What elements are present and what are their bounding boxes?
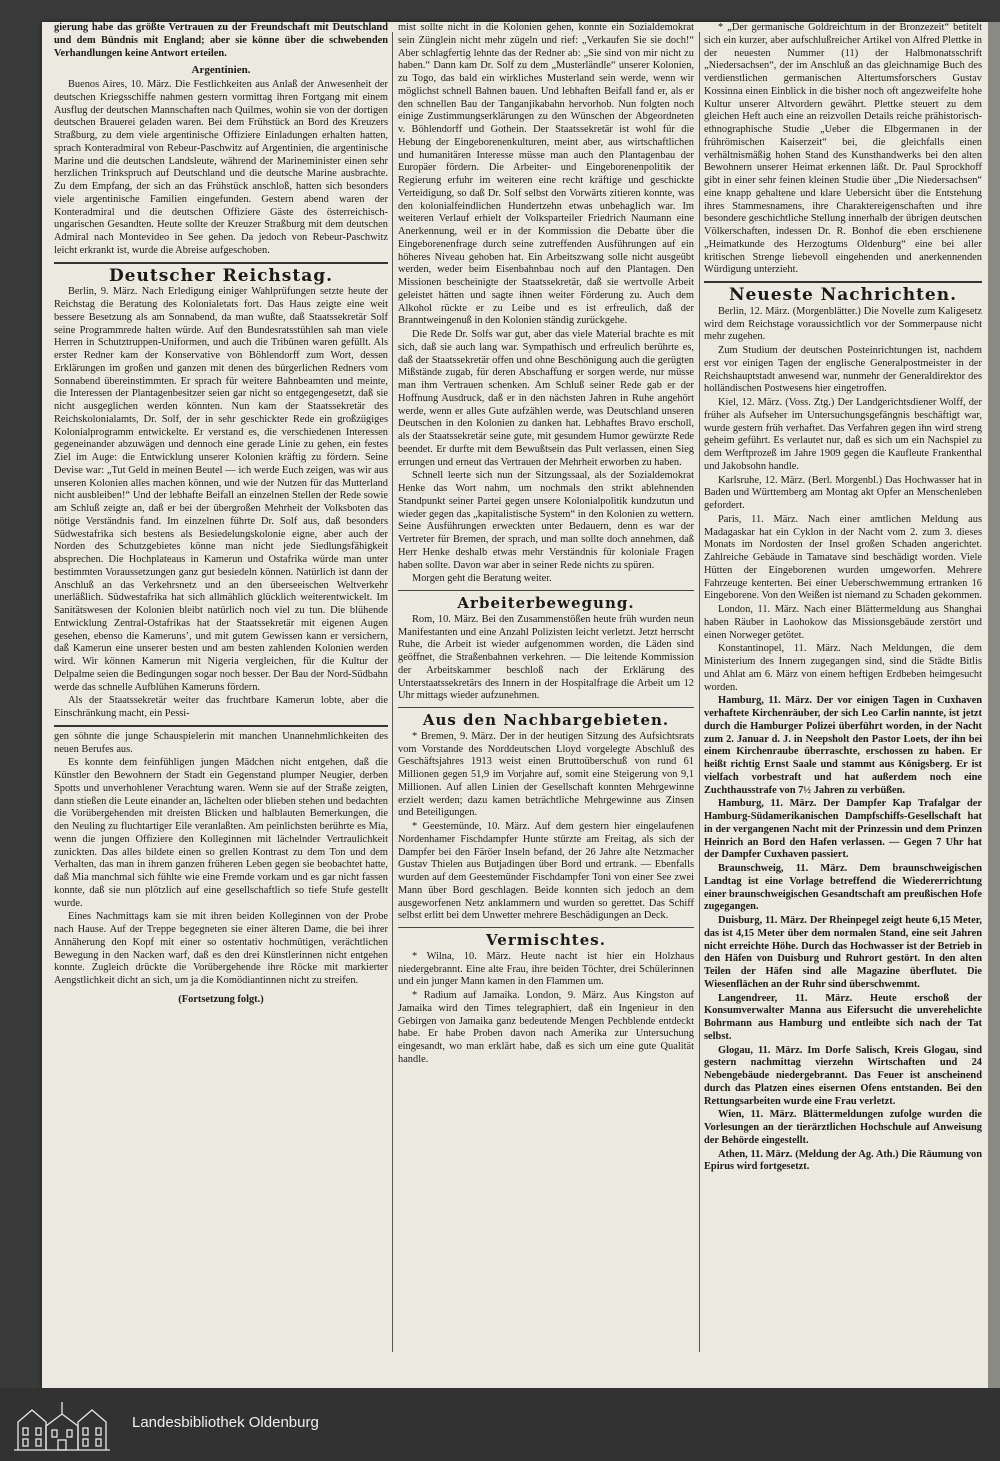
column-2 <box>398 22 694 1362</box>
article-reichstag-cont: Morgen geht die Beratung weiter. <box>412 573 552 585</box>
column-rule <box>392 32 393 1352</box>
news-item: Konstantinopel, 11. März. Nach Meldungen, die dem Ministerium des Innern zugegangen sind, sind die Städte Bitlis und Ahlat am 6. März von einem heftigen Erdbeben heimgesucht worden. <box>704 643 982 693</box>
page-edge <box>988 22 1000 1388</box>
article-radium: * Radium auf Jamaika. London, 9. März. Aus Kingston auf Jamaika wird den Times telegraphiert, daß ein Ingenieur in den Gebirgen von Jamaika ganz bedeutende Mengen Pechblende entdeckt habe. Er habe Proben davon nach Amerika zur Untersuchung eingesandt, wo man erklärt habe, daß es sich um eine gute Qualität handle. <box>398 990 694 1065</box>
news-item: Athen, 11. März. (Meldung der Ag. Ath.) Die Räumung von Epirus wird fortgesetzt. <box>704 1148 982 1173</box>
section-heading-nachbar: Aus den Nachbargebieten. <box>422 711 670 729</box>
divider <box>398 927 694 928</box>
feuilleton-text: gen söhnte die junge Schauspielerin mit manchen Unannehmlichkeiten des neuen Berufes aus. <box>54 730 388 755</box>
library-name: Landesbibliothek Oldenburg <box>132 1414 319 1431</box>
news-item: Kiel, 12. März. (Voss. Ztg.) Der Landgerichtsdiener Wolff, der früher als Aufseher im Untersuchungsgefängnis beschäftigt war, wurde gestern früh verhaftet. Das Verfahren gegen ihn wird streng geheim geführt. Es verlautet nur, daß es sich um ein Nachspiel zu dem Werftprozeß im Jahre 1909 gegen die Kaufleute Frankenthal und Jakobsohn handle. <box>704 397 982 472</box>
article-geestemuende: * Geestemünde, 10. März. Auf dem gestern hier eingelaufenen Nordenhamer Fischdampfer Hunte stürzte am Freitag, als sich der Dampfer bei den Färöer Inseln befand, der 26 Jahre alte Netzmacher Gustav Thielen aus Butjadingen über Bord und ertrank. — Ebenfalls wurden auf dem Geestemünder Fischdampfer Toni von einer See zwei Mann über Bord geschlagen. Beide konnten sich jedoch an dem ausgeworfenen Netz anklammern und wurden so gerettet. Das Schiff selbst erlitt bei dem Unwetter mehrere Beschädigungen an Deck. <box>398 821 694 922</box>
column-rule <box>699 32 700 1352</box>
section-heading-argentinien: Argentinien. <box>191 64 251 77</box>
article-arbeiter: Rom, 10. März. Bei den Zusammenstößen heute früh wurden neun Manifestanten und eine Anzahl Polizisten leicht verletzt. Jetzt herrscht Ruhe, die Arbeit ist wieder aufgenommen worden, die Läden sind geöffnet, die Straßenbahnen verkehren. — Die leitende Kommission der Arbeitskammer beschloß nach der Erklärung des Unterstaatssekretärs des Innern in der Hospitalfrage die Arbeit um 12 Uhr mittags wieder aufzunehmen. <box>398 613 694 702</box>
news-item: Wien, 11. März. Blättermeldungen zufolge wurden die Vorlesungen an der tierärztlichen Hochschule auf Anweisung der Behörde eingestellt. <box>704 1109 982 1146</box>
section-heading-reichstag: Deutscher Reichstag. <box>108 265 334 286</box>
news-item: Zum Studium der deutschen Posteinrichtungen ist, nachdem erst vor einigen Tagen der englische Generalpostmeister in der Reichshauptstadt anwesend war, nunmehr der Generaldirektor des holländischen Postwesens hier eingetroffen. <box>704 345 982 395</box>
article-reichstag-cont: Als der Staatssekretär weiter das fruchtbare Kamerun lobte, aber die Einschränkung macht, ein Pessi- <box>54 695 388 719</box>
feuilleton-text: Es konnte dem feinfühligen jungen Mädchen nicht entgehen, daß die Künstler den Bewohnern der Stadt ein Gegenstand plumper Neugier, derben Spotts und unverhohlener Verachtung waren. Wenn sie auf der Straße zeigten, dann stießen die Leute einander an, lächelten oder blieben stehen und bedachten die Vorübergehenden mit dreisten Blicken und halblauten Bemerkungen, die den Neuling zu fluchtartiger Eile veranlaßten. Am peinlichsten berührte es Mia, wenn die jungen Offiziere den Kolleginnen mit lächelnder Vertraulichkeit zunickten. Das alles bildete einen so grellen Kontrast zu dem Ton und dem Verhalten, das man in ihrem ganzen früheren Leben gegen sie beobachtet hatte, daß Mia manchmal sich fühlte wie eine Fremde vorkam und es gar nicht fassen konnte, daß sie nun plötzlich auf eine gesellschaftlich so tiefe Stufe gestellt wurde. <box>54 757 388 909</box>
section-heading-arbeiter: Arbeiterbewegung. <box>457 594 635 612</box>
news-item: Berlin, 12. März. (Morgenblätter.) Die Novelle zum Kaligesetz wird dem Reichstage voraussichtlich vor der Sommerpause nicht mehr zugehen. <box>704 305 982 343</box>
article-reichstag-cont: Schnell leerte sich nun der Sitzungssaal, als der Sozialdemokrat Henke das Wort nahm, um nochmals den strikt ablehnenden Standpunkt seiner Partei gegen unsere Kolonialpolitik kundzutun und wieder gegen das „kapitalistische System“ in den Kolonien zu wettern. Seine Ausführungen erweckten unter Bedauern, denn es war der Vertreter für Bremen, der sprach, und man sollte doch annehmen, daß Herr Henke deshalb etwas mehr Verständnis für koloniale Fragen haben sollte. Davon war aber in seiner Rede nichts zu spüren. <box>398 470 694 571</box>
divider <box>54 262 388 264</box>
divider <box>398 590 694 591</box>
article-reichstag-cont: Die Rede Dr. Solfs war gut, aber das viele Material brachte es mit sich, daß sie auch lang war. Sympathisch und erfreulich berührte es, daß der Staatssekretär offen und ohne Beschönigung auch die gerügten Mißstände zugab, für deren Abschaffung er sorgen werde, nur müsse man ihm Vertrauen schenken. Am Schluß seiner Rede gab er der Hoffnung Ausdruck, daß er in den nächsten Jahren in Ruhe angehört werde, wenn er alles Gute aufzählen werde, was Deutschland unseren Deutschen in den Kolonien zu danken hat. Lebhaftes Bravo erscholl, als der Staatssekretär seine gute, mit gesundem Humor gewürzte Rede beendet. Er durfte mit dem Bewußtsein das Pult verlassen, einen Sieg errungen und erneut das Vertrauen der Mehrheit erworben zu haben. <box>398 329 694 468</box>
article-argentinien: Buenos Aires, 10. März. Die Festlichkeiten aus Anlaß der Anwesenheit der deutschen Kriegsschiffe nahmen gestern vormittag ihren Fortgang mit einem Ausflug der deutschen Mannschaften nach Quilmes, wohin sie von der dortigen deutschen Brauerei geladen waren. Bei dem Frühstück an Bord des Kreuzers Straßburg, zu dem viele argentinische Offiziere Einladungen erhalten hatten, sprach Konteradmiral von Rebeur-Paschwitz auf Argentinien, die argentinische Marine und die deutschen Landsleute, während der Marineminister einen sehr herzlichen Trinkspruch auf Deutschland und die deutsche Marine ausbrachte. Zu dem Empfang, der sich an das Frühstück anschloß, hatten sich besonders viele argentinische Familien eingefunden. Gestern abend waren der Konteradmiral und die deutschen Offiziere Gäste des österreichisch-ungarischen Gesandten. Heute sollte der Kreuzer Straßburg mit dem deutschen Admiral nach Montevideo in See gehen. Da jedoch von Rebeur-Paschwitz leicht erkrankt ist, wurde die Abreise aufgeschoben. <box>54 79 388 256</box>
news-item: Glogau, 11. März. Im Dorfe Salisch, Kreis Glogau, sind gestern nachmittag vierzehn Wirtschaften und 24 Nebengebäude niedergebrannt. Das Feuer ist anscheinend durch das Platzen eines eisernen Ofens entstanden. Bei den Rettungsarbeiten wurde eine Frau verletzt. <box>704 1044 982 1107</box>
continuation-note: (Fortsetzung folgt.) <box>178 993 264 1005</box>
article-text: gierung habe das größte Vertrauen zu der Freundschaft mit Deutschland und dem Bündnis mit England; aber sie könne über die schwebenden Verhandlungen keine Antwort erteilen. <box>54 22 388 59</box>
article-reichstag: Berlin, 9. März. Nach Erledigung einiger Wahlprüfungen setzte heute der Reichstag die Beratung des Kolonialetats fort. Das Haus zeigte eine weit bessere Besetzung als am Sonnabend, da man wußte, daß Staatssekretär Solf seine Programmrede halten würde. Auf den Bundesratsstühlen sah man viele Herren in Schutztruppen-Uniformen, und auch die Tribünen waren gefüllt. Als erster Redner kam der Konservative von Böhlendorff zum Wort, dessen Erklärungen im großen und ganzen mit denen des bürgerlichen Redners vom Sonnabend übereinstimmten. Er sprach für weitere Bahnbeamten und meinte, die Interessen der Plantagenbesitzer seien gar nicht so entgegengesetzt, daß sie nicht ausgeglichen werden könnten. Nun kam der Staatssekretär des Reichskolonialamts, Dr. Solf, der in sehr geschickter Rede ein großzügiges Kolonialprogramm entwickelte. Er verstand es, die verschiedenen Interessen gegeneinander abzuwägen und dennoch eine gerade Linie zu gehen, ein festes Ziel im Auge: die Entwicklung unserer Kolonien kräftig zu fördern. Seine Devise war: „Tut Geld in meinen Beutel — ich werde Euch zeigen, was wir aus unseren Kolonien alles machen können, und wie der Nutzen für das Mutterland nicht ausbleiben!“ Und der lebhafte Beifall an einzelnen Stellen der Rede sowie am Schluß zeigte an, daß er bei der übergroßen Mehrheit der Volksboten das nötige Verständnis fand. Im einzelnen führte Dr. Solf aus, daß besonders Südwestafrika sich bestens als Besiedelungskolonie eigne, aber auch der Norden des Schutzgebietes könne man nicht jede Siedlungsfähigkeit absprechen. Die Hochplateaus in Kamerun und Ostafrika würde man unter bestimmten Voraussetzungen ganz gut besiedeln können. Natürlich ist dann der Anschluß an das Verkehrsnetz und an den überseeischen Weltverkehr unerläßlich. Südwestafrika hat sich allmählich glücklich weiterentwickelt. Im Sanitätswesen der Kolonien bleibt natürlich noch viel zu tun. Die blühende Entwicklung Zentral-Ostafrikas hat der Staatssekretär mit eigenen Augen gesehen, ebenso die Kamerunsʼ, und mit gutem Gewissen kann er versichern, daß Kamerun eine unserer besten und am besten zahlenden Kolonien werden wird. Wir können Kamerun mit Nigeria vergleichen, für die Kultur der Delpalme seien die Bedingungen sogar noch besser. Der Bau der Nord-Südbahn werde das schnelle Aufblühen Kameruns fördern. <box>54 286 388 693</box>
article-reichstag-cont: mist sollte nicht in die Kolonien gehen, konnte ein Sozialdemokrat sein Zünglein nicht mehr zügeln und rief: „Verkaufen Sie sie doch!“ Aber schlagfertig lehnte das der Redner ab: „Sie sind von mir nicht zu haben.“ Dann kam Dr. Solf zu dem „Musterländle“ unserer Kolonien, zu Togo, das bald ein wirkliches Musterland sein werde, wenn wir möglichst schnell Bahnen bauen. Und lebhaften Beifall fand er, als er den schnellen Bau der Tanganjikabahn hervorhob. Nun folgten noch einige Zustimmungserklärungen zu den Wünschen der Abgeordneten v. Böhlendorff und Gothein. Der Staatssekretär ist wohl für die Hebung der Eingeborenenkulturen, meint aber, aus wirtschaftlichen und humanitären Interesse müsse man auch den Plantagenbau der Europäer fördern. Die Arbeiter- und Eingeborenenpolitik der Regierung erfuhr im weiteren eine recht kräftige und geschickte Verteidigung, so daß Dr. Solf selbst den Vorwärts zitieren konnte, was den kolonialfeindlichen Hundertzehn etwas unbehaglich war. Im weiteren Verlauf erhielt der Volksparteiler Friedrich Naumann eine Anerkennung, weil er in der Kommission die Debatte über die Eingeborenenfrage durch seine zutreffenden Ausführungen auf ein höheres Niveau gehoben hat. Ein Arbeitszwang solle nicht ausgeübt werden, weder beim Eisenbahnbau noch auf den Plantagen. Den Missionen bescheinigte der Staatssekretär, daß sie wertvolle Arbeit geleistet hätten und sagte ihnen weiter Förderung zu. Auch dem Alkohol rückte er zu Leibe und es ist erfreulich, daß der Branntweingenuß in den Kolonien ständig zurückgehe. <box>398 22 694 327</box>
divider <box>704 281 982 283</box>
newspaper-page <box>42 22 988 1388</box>
section-heading-vermischtes: Vermischtes. <box>486 931 606 949</box>
news-item: Hamburg, 11. März. Der vor einigen Tagen in Cuxhaven verhaftete Kirchenräuber, der sich Leo Carlin nannte, ist jetzt durch die Hamburger Polizei überführt worden, in der Nacht zum 2. Januar d. J. in Neepsholt den Pastor Loets, der ihn bei einem Kirchenraube überraschte, erschossen zu haben. Er heißt richtig Ernst Saale und stammt aus Königsberg. Er ist vielfach vorbestraft und hat außerdem noch eine Zuchthausstrafe von 7½ Jahren zu verbüßen. <box>704 695 982 796</box>
column-1 <box>54 22 388 1362</box>
feuilleton-text: Eines Nachmittags kam sie mit ihren beiden Kolleginnen von der Probe nach Hause. Auf der Treppe begegneten sie einer älteren Dame, die bei ihrer Annäherung den Kopf mit einer so ostentativ hochmütigen, verächtlichen Bewegung in den Nacken warf, daß es den drei Künstlerinnen nicht entgehen konnte. Zugleich drückte die Vorübergehende ihre Röcke mit markierter Aengstlichkeit dicht an sich, um ja die Komödiantinnen nicht zu streifen. <box>54 911 388 986</box>
news-item: Hamburg, 11. März. Der Dampfer Kap Trafalgar der Hamburg-Südamerikanischen Dampfschiffs-Gesellschaft hat in der vergangenen Nacht mit der Prinzessin und dem Prinzen Heinrich an Bord den Hafen verlassen. — Gegen 7 Uhr hat der Dampfer Cuxhaven passiert. <box>704 798 982 861</box>
footer-bar <box>0 1388 1000 1461</box>
news-item: Langendreer, 11. März. Heute erschoß der Konsumverwalter Manna aus Eifersucht die unverehelichte Bohrmann aus Hamburg und entleibte sich nach der Tat selbst. <box>704 992 982 1042</box>
article-wilna: * Wilna, 10. März. Heute nacht ist hier ein Holzhaus niedergebrannt. Eine alte Frau, ihre beiden Töchter, drei Schülerinnen und ein junger Mann kamen in den Flammen um. <box>398 950 694 988</box>
news-item: London, 11. März. Nach einer Blättermeldung aus Shanghai haben Räuber in Laohokow das Missionsgebäude zerstört und einen Norweger getötet. <box>704 604 982 641</box>
divider <box>54 725 388 727</box>
article-bremen: * Bremen, 9. März. Der in der heutigen Sitzung des Aufsichtsrats vom Vorstande des Norddeutschen Lloyd vorgelegte Abschluß des Geschäftsjahres 1913 weist einen Bruttoüberschuß von rund 61 Millionen gegen 51,9 im Vorjahre auf, somit eine Steigerung von 9,1 Millionen. Auf allen Linien der Gesellschaft konnten Mehrgewinne erzielt werden; dazu kamen beträchtliche Mehrgewinne aus Zinsen und Beteiligungen. <box>398 730 694 819</box>
news-item: Duisburg, 11. März. Der Rheinpegel zeigt heute 6,15 Meter, das ist 4,15 Meter über dem normalen Stand, eine seit Jahren nicht erreichte Höhe. Durch das Hochwasser ist der Betrieb in den Häfen von Duisburg und Ruhrort gestört. In den alten Teilen der Häfen sind alle Magazine überflutet. Die Wiesenflächen an der Ruhr sind überschwemmt. <box>704 915 982 990</box>
news-item: Karlsruhe, 12. März. (Berl. Morgenbl.) Das Hochwasser hat in Baden und Württemberg am Montag akt Opfer an Menschenleben gefordert. <box>704 474 982 511</box>
library-building-icon <box>10 1396 114 1454</box>
article-goldreichtum: * „Der germanische Goldreichtum in der Bronzezeit“ betitelt sich ein kurzer, aber aufschlußreicher Artikel von Alfred Plettke in der neuesten Nummer (11) der Halbmonatsschrift „Niedersachsen“, der im Anschluß an das gleichnamige Buch des verdienstlichen germanischen Altertumsforschers Gustav Kossinna einen Einblick in die bisher noch oft angezweifelte hohe Kultur unserer Altvordern gewährt. Plettke steuert zu dem gleichen Heft auch eine an reizvollen Details reiche prähistorisch-ethnographische Studie „Ueber die Elbgermanen in der frührömischen Kaiserzeit“ bei, die gleichfalls einen verhältnismäßig hohen Stand des Kunsthandwerks bei den alten Bewohnern unserer Heimat erkennen läßt. Dr. Paul Sprockhoff gibt in einer sehr feinen kleinen Studie über „Die Niedersachsen“ eine knapp gehaltene und klare Uebersicht über die Entstehung ihres Stammesnamens, ihre Charaktereigenschaften und ihre besondere geschichtliche Stellung innerhalb der übrigen deutschen Völkerschaften, indessen Dr. R. Bonhof die eben erschienene „Heimatkunde des Herzogtums Oldenburg“ eine bei aller kritischen Strenge liebevoll eingehenden und anerkennenden Würdigung unterzieht. <box>704 22 982 276</box>
divider <box>398 707 694 708</box>
section-heading-neueste: Neueste Nachrichten. <box>728 285 958 305</box>
news-item: Paris, 11. März. Nach einer amtlichen Meldung aus Madagaskar hat ein Cyklon in der Nacht vom 2. zum 3. dieses Monats im Nordosten der Insel großen Schaden angerichtet. Zahlreiche Gebäude in Tamatave sind beschädigt worden. Viele Hütten der Eingeborenen wurden umgeworfen. Mehrere Fahrzeuge kenterten. Bei einer Ueberschwemmung ertranken 16 Eingeborene. Von den Weißen ist niemand zu Schaden gekommen. <box>704 513 982 602</box>
news-item: Braunschweig, 11. März. Dem braunschweigischen Landtag ist eine Vorlage betreffend die Wiedererrichtung einer braunschweigischen Gesandtschaft am preußischen Hofe zugegangen. <box>704 863 982 913</box>
column-3 <box>704 22 982 1362</box>
